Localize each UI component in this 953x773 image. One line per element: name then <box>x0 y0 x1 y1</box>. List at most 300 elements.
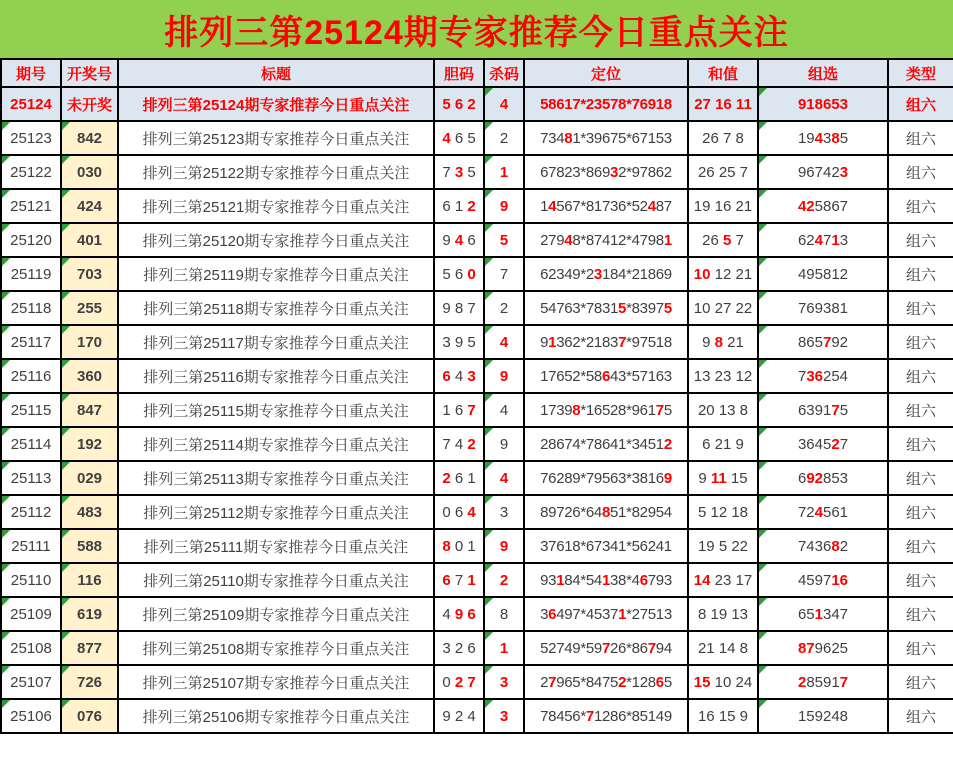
cell-type: 组六 <box>888 257 953 291</box>
red-digit: 1 <box>663 231 672 249</box>
cell-type: 组六 <box>888 563 953 597</box>
red-digit: 4 <box>548 197 557 215</box>
cell-issue: 25116 <box>1 359 61 393</box>
note-triangle-icon <box>485 122 493 130</box>
red-digit: 7 <box>655 401 664 419</box>
cell-result: 424 <box>61 189 118 223</box>
note-triangle-icon <box>485 88 493 96</box>
red-digit: 0 <box>467 265 476 283</box>
cell-result: 030 <box>61 155 118 189</box>
cell-type: 组六 <box>888 461 953 495</box>
cell-position: 76289*79563*38169 <box>524 461 688 495</box>
table-row <box>1 155 953 189</box>
cell-dan: 5 6 0 <box>434 257 484 291</box>
cell-issue: 25106 <box>1 699 61 733</box>
cell-issue: 25111 <box>1 529 61 563</box>
red-digit: 15 <box>693 673 711 691</box>
red-digit: 2 <box>831 435 840 453</box>
table-row <box>1 461 953 495</box>
note-triangle-icon <box>485 428 493 436</box>
cell-group: 194385 <box>758 121 888 155</box>
cell-dan: 9 8 7 <box>434 291 484 325</box>
cell-position: 27948*87412*47981 <box>524 223 688 257</box>
cell-position: 52749*59726*86794 <box>524 631 688 665</box>
note-triangle-icon <box>759 258 767 266</box>
red-digit: 2 <box>618 673 627 691</box>
note-triangle-icon <box>759 666 767 674</box>
note-triangle-icon <box>759 394 767 402</box>
cell-result: 401 <box>61 223 118 257</box>
cell-issue: 25118 <box>1 291 61 325</box>
red-digit: 3 <box>499 673 509 691</box>
cell-sum: 6 21 9 <box>688 427 758 461</box>
cell-sum: 13 23 12 <box>688 359 758 393</box>
note-triangle-icon <box>485 224 493 232</box>
red-digit: 14 <box>693 571 711 589</box>
cell-title: 排列三第25120期专家推荐今日重点关注 <box>118 223 434 257</box>
red-digit: 6 <box>548 605 557 623</box>
red-digit: 2 <box>663 435 672 453</box>
red-digit: 4 <box>442 129 451 147</box>
note-triangle-icon <box>62 598 70 606</box>
note-triangle-icon <box>2 360 10 368</box>
cell-issue: 25119 <box>1 257 61 291</box>
cell-type: 组六 <box>888 427 953 461</box>
cell-issue: 25122 <box>1 155 61 189</box>
red-digit: 4 <box>814 503 823 521</box>
red-digit: 8 <box>564 129 573 147</box>
cell-title: 排列三第25118期专家推荐今日重点关注 <box>118 291 434 325</box>
cell-type: 组六 <box>888 121 953 155</box>
red-digit: 4 <box>467 503 476 521</box>
note-triangle-icon <box>485 360 493 368</box>
cell-issue: 25124 <box>1 87 61 121</box>
note-triangle-icon <box>2 598 10 606</box>
cell-title: 排列三第25124期专家推荐今日重点关注 <box>118 87 434 121</box>
note-triangle-icon <box>2 666 10 674</box>
note-triangle-icon <box>2 496 10 504</box>
cell-issue: 25114 <box>1 427 61 461</box>
red-digit: 7 <box>467 673 476 691</box>
table-row <box>1 189 953 223</box>
cell-dan: 6 1 2 <box>434 189 484 223</box>
cell-result: 588 <box>61 529 118 563</box>
red-digit: 6 <box>655 673 664 691</box>
red-digit: 7 <box>647 639 656 657</box>
cell-position: 54763*78315*83975 <box>524 291 688 325</box>
red-digit: 2 <box>442 469 451 487</box>
table-row <box>1 393 953 427</box>
cell-sum: 19 16 21 <box>688 189 758 223</box>
cell-kill <box>484 563 524 597</box>
cell-dan: 9 4 6 <box>434 223 484 257</box>
red-digit: 1 <box>467 571 476 589</box>
note-triangle-icon <box>62 394 70 402</box>
column-header-result: 开奖号 <box>61 59 118 87</box>
note-triangle-icon <box>485 394 493 402</box>
column-header-sum: 和值 <box>688 59 758 87</box>
table-body <box>1 87 953 733</box>
red-digit: 8 <box>831 537 840 555</box>
table-row <box>1 359 953 393</box>
cell-issue: 25120 <box>1 223 61 257</box>
note-triangle-icon <box>759 156 767 164</box>
note-triangle-icon <box>759 530 767 538</box>
note-triangle-icon <box>62 666 70 674</box>
cell-result: 未开奖 <box>61 87 118 121</box>
cell-result: 192 <box>61 427 118 461</box>
header-row <box>1 59 953 87</box>
cell-result: 847 <box>61 393 118 427</box>
red-digit: 8 <box>572 401 581 419</box>
note-triangle-icon <box>2 224 10 232</box>
red-digit: 8 <box>714 333 723 351</box>
cell-kill: 2 <box>484 291 524 325</box>
note-triangle-icon <box>759 326 767 334</box>
cell-position: 27965*84752*12865 <box>524 665 688 699</box>
cell-issue: 25121 <box>1 189 61 223</box>
cell-title: 排列三第25122期专家推荐今日重点关注 <box>118 155 434 189</box>
cell-kill <box>484 665 524 699</box>
cell-type: 组六 <box>888 597 953 631</box>
cell-dan: 7 4 2 <box>434 427 484 461</box>
cell-dan: 0 6 4 <box>434 495 484 529</box>
note-triangle-icon <box>62 258 70 266</box>
cell-sum: 20 13 8 <box>688 393 758 427</box>
cell-group: 879625 <box>758 631 888 665</box>
cell-kill <box>484 325 524 359</box>
cell-result: 703 <box>61 257 118 291</box>
cell-position: 93184*54138*46793 <box>524 563 688 597</box>
note-triangle-icon <box>759 496 767 504</box>
red-digit: 1 <box>499 639 509 657</box>
note-triangle-icon <box>485 462 493 470</box>
cell-title: 排列三第25111期专家推荐今日重点关注 <box>118 529 434 563</box>
cell-kill: 4 <box>484 393 524 427</box>
note-triangle-icon <box>62 428 70 436</box>
cell-type: 组六 <box>888 189 953 223</box>
table-row <box>1 631 953 665</box>
note-triangle-icon <box>62 326 70 334</box>
red-digit: 42 <box>797 197 815 215</box>
red-digit: 4 <box>454 231 464 249</box>
table-row <box>1 427 953 461</box>
red-digit: 9 <box>454 605 464 623</box>
red-digit: 6 <box>442 571 451 589</box>
cell-dan: 4 6 5 <box>434 121 484 155</box>
cell-position: 78456*71286*85149 <box>524 699 688 733</box>
cell-dan: 0 2 7 <box>434 665 484 699</box>
column-header-kill: 杀码 <box>484 59 524 87</box>
cell-type: 组六 <box>888 665 953 699</box>
red-digit: 1 <box>618 605 627 623</box>
cell-title: 排列三第25116期专家推荐今日重点关注 <box>118 359 434 393</box>
red-digit: 2 <box>797 673 807 691</box>
note-triangle-icon <box>485 666 493 674</box>
note-triangle-icon <box>759 462 767 470</box>
cell-title: 排列三第25107期专家推荐今日重点关注 <box>118 665 434 699</box>
note-triangle-icon <box>759 428 767 436</box>
cell-group: 967423 <box>758 155 888 189</box>
red-digit: 3 <box>499 707 509 725</box>
cell-sum: 10 12 21 <box>688 257 758 291</box>
note-triangle-icon <box>62 564 70 572</box>
red-digit: 3 <box>610 163 619 181</box>
column-header-issue: 期号 <box>1 59 61 87</box>
note-triangle-icon <box>2 462 10 470</box>
page-title: 排列三第25124期专家推荐今日重点关注 <box>164 13 789 52</box>
note-triangle-icon <box>62 496 70 504</box>
table-row <box>1 121 953 155</box>
note-triangle-icon <box>62 122 70 130</box>
note-triangle-icon <box>62 292 70 300</box>
cell-type: 组六 <box>888 529 953 563</box>
cell-kill <box>484 189 524 223</box>
cell-kill <box>484 699 524 733</box>
note-triangle-icon <box>62 462 70 470</box>
cell-type: 组六 <box>888 393 953 427</box>
cell-kill <box>484 359 524 393</box>
cell-group: 736254 <box>758 359 888 393</box>
cell-dan: 3 2 6 <box>434 631 484 665</box>
red-digit: 9 <box>499 367 509 385</box>
note-triangle-icon <box>62 632 70 640</box>
note-triangle-icon <box>2 564 10 572</box>
cell-kill: 9 <box>484 427 524 461</box>
red-digit: 8 <box>831 129 840 147</box>
cell-result: 360 <box>61 359 118 393</box>
cell-type: 组六 <box>888 87 953 121</box>
cell-dan: 9 2 4 <box>434 699 484 733</box>
table-row <box>1 699 953 733</box>
prediction-table <box>0 58 953 734</box>
red-digit: 4 <box>499 469 509 487</box>
cell-kill: 3 <box>484 495 524 529</box>
cell-kill <box>484 631 524 665</box>
note-triangle-icon <box>2 530 10 538</box>
note-triangle-icon <box>2 122 10 130</box>
note-triangle-icon <box>485 292 493 300</box>
red-digit: 7 <box>548 673 557 691</box>
table-row <box>1 529 953 563</box>
red-digit: 3 <box>839 163 849 181</box>
cell-sum: 9 11 15 <box>688 461 758 495</box>
cell-position: 58617*23578*76918 <box>524 87 688 121</box>
note-triangle-icon <box>485 190 493 198</box>
table-row <box>1 325 953 359</box>
red-digit: 11 <box>710 469 727 487</box>
cell-sum: 19 5 22 <box>688 529 758 563</box>
cell-type: 组六 <box>888 325 953 359</box>
table-row <box>1 87 953 121</box>
cell-position: 62349*23184*21869 <box>524 257 688 291</box>
red-digit: 16 <box>831 571 849 589</box>
table-row <box>1 665 953 699</box>
cell-result: 619 <box>61 597 118 631</box>
cell-group: 425867 <box>758 189 888 223</box>
red-digit: 9 <box>499 537 509 555</box>
note-triangle-icon <box>759 88 767 96</box>
red-digit: 5 <box>723 231 732 249</box>
note-triangle-icon <box>2 394 10 402</box>
cell-group: 724561 <box>758 495 888 529</box>
cell-result: 116 <box>61 563 118 597</box>
cell-position: 14567*81736*52487 <box>524 189 688 223</box>
table-row <box>1 597 953 631</box>
cell-kill <box>484 223 524 257</box>
red-digit: 8 <box>601 503 611 521</box>
cell-issue: 25110 <box>1 563 61 597</box>
cell-title: 排列三第25115期专家推荐今日重点关注 <box>118 393 434 427</box>
cell-kill <box>484 529 524 563</box>
cell-dan: 2 6 1 <box>434 461 484 495</box>
cell-sum: 10 27 22 <box>688 291 758 325</box>
table-row <box>1 223 953 257</box>
cell-position: 37618*67341*56241 <box>524 529 688 563</box>
red-digit: 3 <box>454 163 464 181</box>
red-digit: 5 <box>618 299 627 317</box>
cell-result: 029 <box>61 461 118 495</box>
cell-type: 组六 <box>888 631 953 665</box>
cell-issue: 25113 <box>1 461 61 495</box>
note-triangle-icon <box>759 292 767 300</box>
note-triangle-icon <box>485 598 493 606</box>
red-digit: 3 <box>467 367 476 385</box>
cell-kill: 7 <box>484 257 524 291</box>
red-digit: 5 <box>663 299 672 317</box>
red-digit: 10 <box>693 265 711 283</box>
note-triangle-icon <box>759 190 767 198</box>
red-digit: 6 <box>601 367 611 385</box>
cell-sum: 9 8 21 <box>688 325 758 359</box>
note-triangle-icon <box>62 190 70 198</box>
cell-sum: 8 19 13 <box>688 597 758 631</box>
cell-position: 73481*39675*67153 <box>524 121 688 155</box>
column-header-group: 组选 <box>758 59 888 87</box>
cell-group: 769381 <box>758 291 888 325</box>
cell-group: 159248 <box>758 699 888 733</box>
cell-title: 排列三第25123期专家推荐今日重点关注 <box>118 121 434 155</box>
note-triangle-icon <box>759 564 767 572</box>
cell-position: 67823*86932*97862 <box>524 155 688 189</box>
cell-dan: 3 9 5 <box>434 325 484 359</box>
cell-result: 842 <box>61 121 118 155</box>
cell-dan: 6 4 3 <box>434 359 484 393</box>
cell-issue: 25123 <box>1 121 61 155</box>
table-row <box>1 495 953 529</box>
cell-dan: 6 7 1 <box>434 563 484 597</box>
red-digit: 5 <box>499 231 509 249</box>
cell-kill: 4 <box>484 87 524 121</box>
red-digit: 1 <box>499 163 509 181</box>
cell-title: 排列三第25117期专家推荐今日重点关注 <box>118 325 434 359</box>
cell-result: 170 <box>61 325 118 359</box>
cell-sum: 15 10 24 <box>688 665 758 699</box>
red-digit: 7 <box>601 639 611 657</box>
cell-position: 91362*21837*97518 <box>524 325 688 359</box>
column-header-type: 类型 <box>888 59 953 87</box>
red-digit: 1 <box>556 571 565 589</box>
note-triangle-icon <box>485 530 493 538</box>
cell-type: 组六 <box>888 223 953 257</box>
cell-issue: 25107 <box>1 665 61 699</box>
cell-group: 743682 <box>758 529 888 563</box>
red-digit: 92 <box>806 469 823 487</box>
cell-sum: 5 12 18 <box>688 495 758 529</box>
cell-group: 624713 <box>758 223 888 257</box>
cell-title: 排列三第25110期专家推荐今日重点关注 <box>118 563 434 597</box>
note-triangle-icon <box>62 156 70 164</box>
cell-dan: 8 0 1 <box>434 529 484 563</box>
cell-sum: 26 5 7 <box>688 223 758 257</box>
cell-kill: 8 <box>484 597 524 631</box>
cell-sum: 26 7 8 <box>688 121 758 155</box>
cell-group: 495812 <box>758 257 888 291</box>
cell-sum: 21 14 8 <box>688 631 758 665</box>
note-triangle-icon <box>2 326 10 334</box>
note-triangle-icon <box>485 632 493 640</box>
red-digit: 2 <box>499 571 509 589</box>
red-digit: 2 <box>454 673 464 691</box>
cell-issue: 25108 <box>1 631 61 665</box>
red-digit: 7 <box>467 401 476 419</box>
cell-position: 36497*45371*27513 <box>524 597 688 631</box>
cell-dan: 1 6 7 <box>434 393 484 427</box>
cell-result: 726 <box>61 665 118 699</box>
note-triangle-icon <box>759 122 767 130</box>
cell-issue: 25112 <box>1 495 61 529</box>
cell-dan: 7 3 5 <box>434 155 484 189</box>
cell-position: 89726*64851*82954 <box>524 495 688 529</box>
cell-dan: 5 6 2 <box>434 87 484 121</box>
cell-dan: 4 9 6 <box>434 597 484 631</box>
note-triangle-icon <box>2 258 10 266</box>
cell-group: 918653 <box>758 87 888 121</box>
note-triangle-icon <box>2 156 10 164</box>
cell-kill <box>484 155 524 189</box>
red-digit: 6 <box>442 367 451 385</box>
note-triangle-icon <box>759 700 767 708</box>
red-digit: 6 <box>467 605 476 623</box>
red-digit: 4 <box>814 231 823 249</box>
cell-sum: 27 16 11 <box>688 87 758 121</box>
cell-title: 排列三第25119期专家推荐今日重点关注 <box>118 257 434 291</box>
red-digit: 9 <box>499 197 509 215</box>
table-row <box>1 257 953 291</box>
cell-group: 865792 <box>758 325 888 359</box>
cell-group: 692853 <box>758 461 888 495</box>
cell-title: 排列三第25106期专家推荐今日重点关注 <box>118 699 434 733</box>
cell-type: 组六 <box>888 359 953 393</box>
red-digit: 8 <box>442 537 451 555</box>
red-digit: 87 <box>797 639 815 657</box>
note-triangle-icon <box>62 530 70 538</box>
note-triangle-icon <box>62 360 70 368</box>
note-triangle-icon <box>485 496 493 504</box>
cell-result: 255 <box>61 291 118 325</box>
note-triangle-icon <box>485 258 493 266</box>
cell-position: 28674*78641*34512 <box>524 427 688 461</box>
cell-position: 17398*16528*96175 <box>524 393 688 427</box>
table-row <box>1 563 953 597</box>
cell-title: 排列三第25108期专家推荐今日重点关注 <box>118 631 434 665</box>
note-triangle-icon <box>759 632 767 640</box>
cell-issue: 25117 <box>1 325 61 359</box>
note-triangle-icon <box>2 632 10 640</box>
column-header-title: 标题 <box>118 59 434 87</box>
cell-sum: 14 23 17 <box>688 563 758 597</box>
note-triangle-icon <box>759 360 767 368</box>
